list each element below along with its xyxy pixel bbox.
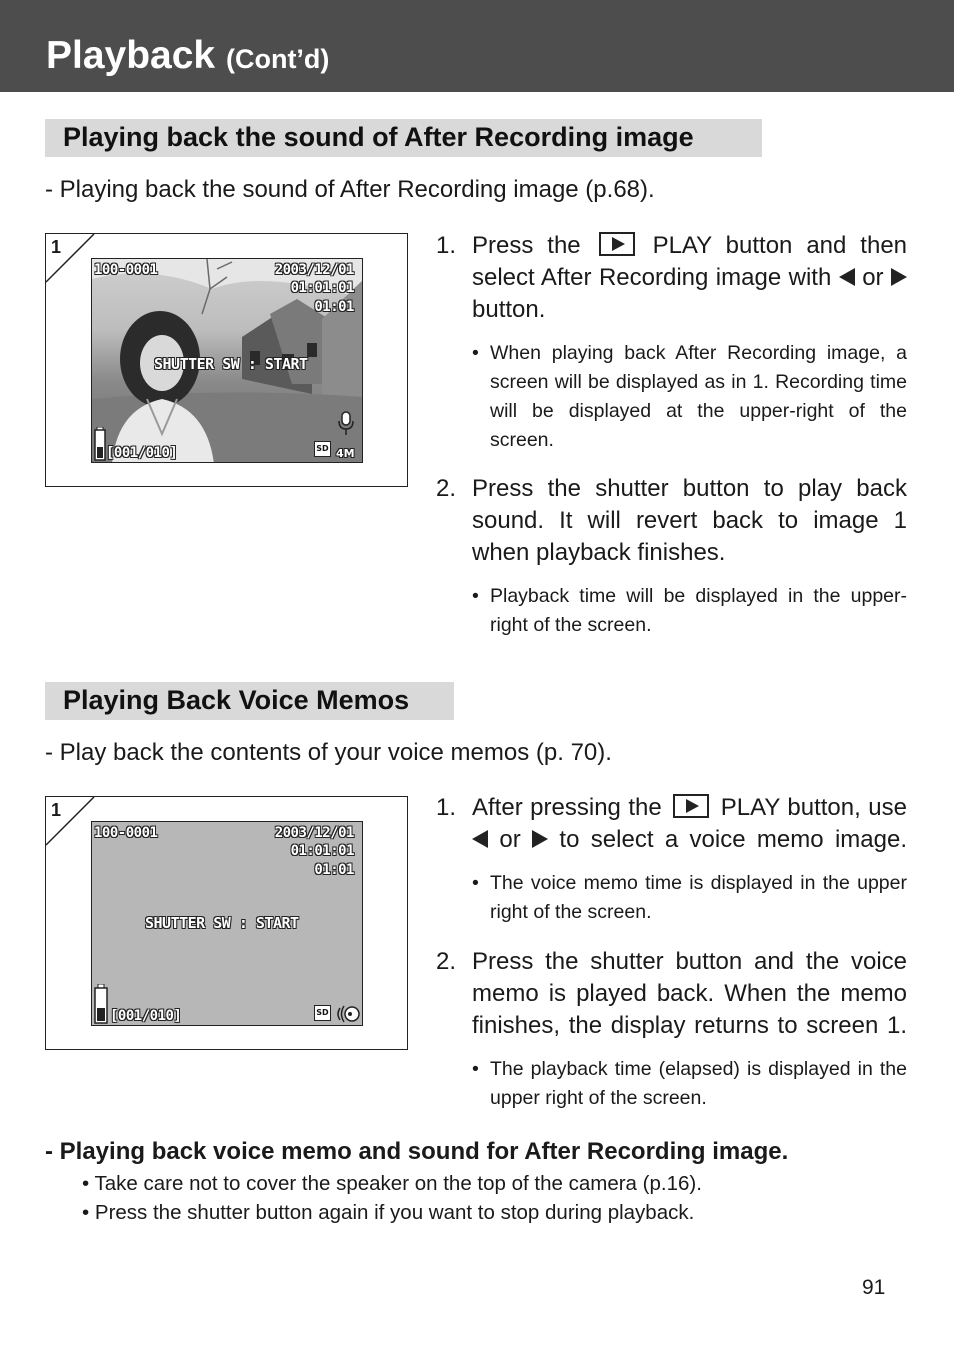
section-heading-text: Playing Back Voice Memos: [63, 685, 410, 715]
bullet-symbol: •: [82, 1201, 90, 1224]
bullet-text: Take care not to cover the speaker on the top of the camera (p.16).: [94, 1172, 702, 1195]
step-1-after-recording: [436, 230, 907, 326]
bullet-symbol: •: [82, 1172, 90, 1195]
page-title-main: Playback: [46, 34, 216, 77]
osd-shutter-prompt: SHUTTER SW : START: [154, 355, 308, 373]
screen-illustration-after-recording: [45, 233, 408, 487]
step-2-voice-memo: [436, 946, 907, 1042]
section-intro: - Playing back the sound of After Recording image (p.68).: [45, 176, 655, 203]
play-button-icon: [673, 794, 709, 818]
step-number: 1.: [436, 794, 457, 821]
osd-date: 2003/12/01: [274, 262, 354, 278]
lcd-screen: [91, 821, 363, 1026]
osd-date: 2003/12/01: [274, 825, 354, 841]
bottom-bullet-1: [82, 1170, 702, 1198]
osd-elapsed-time: 01:01: [314, 862, 354, 878]
step-number: 2.: [436, 948, 457, 975]
step-text-or: or: [499, 826, 521, 853]
osd-frame-counter: [001/010]: [110, 1008, 182, 1024]
section-heading-after-recording: [45, 119, 762, 157]
step-text-part-b: PLAY button, use: [720, 794, 907, 821]
battery-icon: [94, 984, 108, 1024]
osd-recording-time: 01:01:01: [290, 843, 354, 859]
bullet-symbol: •: [472, 342, 479, 364]
osd-file-number: 100-0001: [94, 825, 158, 841]
step-text-part-c: to select a voice memo image.: [559, 826, 907, 853]
note-after-recording-1: [472, 339, 907, 455]
note-text: Playback time will be displayed in the upper-right of the screen.: [490, 585, 907, 636]
battery-icon: [94, 427, 106, 461]
resolution-badge: 4M: [336, 447, 355, 460]
lcd-screen: [91, 258, 363, 463]
sd-card-badge: SD: [314, 1005, 331, 1021]
step-text-part-b: PLAY button and then select After Recording image with: [472, 232, 908, 291]
osd-file-number: 100-0001: [94, 262, 158, 278]
step-text: Press the shutter button to play back sound. It will revert back to image 1 when playback finishes.: [472, 475, 907, 566]
left-arrow-icon: [839, 268, 855, 286]
bullet-symbol: •: [472, 585, 479, 607]
step-text-part-a: After pressing the: [472, 794, 662, 821]
right-arrow-icon: [891, 268, 907, 286]
osd-frame-counter: [001/010]: [106, 445, 178, 461]
note-text: The voice memo time is displayed in the upper right of the screen.: [490, 872, 907, 923]
bullet-symbol: •: [472, 1058, 479, 1080]
microphone-icon: [336, 411, 356, 437]
section-heading-text: Playing back the sound of After Recording image: [63, 122, 694, 152]
page-header: [0, 0, 954, 92]
note-text: The playback time (elapsed) is displayed in the upper right of the screen.: [490, 1058, 907, 1109]
step-text-part-c: button.: [472, 296, 546, 323]
step-text-or: or: [862, 264, 884, 291]
section-intro: - Play back the contents of your voice memos (p. 70).: [45, 739, 612, 766]
bottom-heading: - Playing back voice memo and sound for After Recording image.: [45, 1138, 789, 1165]
section-heading-voice-memos: [45, 682, 454, 720]
bottom-bullet-2: [82, 1199, 694, 1227]
sd-card-badge: SD: [314, 441, 331, 457]
screen-label: 1: [51, 800, 62, 820]
step-text-part-a: Press the: [472, 232, 581, 259]
page-title-subtitle: (Cont’d): [225, 44, 330, 74]
osd-recording-time: 01:01:01: [290, 280, 354, 296]
bullet-text: Press the shutter button again if you want to stop during playback.: [94, 1201, 695, 1224]
screen-label: 1: [51, 237, 62, 257]
screen-illustration-voice-memo: [45, 796, 408, 1050]
note-text: When playing back After Recording image, a screen will be displayed as in 1. Recording time will be displayed at the upper-right of the screen.: [490, 342, 907, 451]
page-number: 91: [862, 1276, 886, 1299]
voice-memo-icon: [334, 1004, 362, 1024]
note-voice-memo-1: [472, 869, 907, 927]
osd-elapsed-time: 01:01: [314, 299, 354, 315]
step-text: Press the shutter button and the voice memo is played back. When the memo finishes, the display returns to screen 1.: [472, 948, 907, 1039]
osd-shutter-prompt: SHUTTER SW : START: [145, 914, 299, 932]
note-voice-memo-2: [472, 1055, 907, 1113]
play-button-icon: [599, 232, 635, 256]
step-text: [472, 230, 907, 326]
page-title: [46, 34, 329, 81]
note-after-recording-2: [472, 582, 907, 640]
bullet-symbol: •: [472, 872, 479, 894]
step-2-after-recording: [436, 473, 907, 569]
left-arrow-icon: [472, 830, 488, 848]
step-1-voice-memo: [436, 792, 907, 856]
right-arrow-icon: [532, 830, 548, 848]
step-number: 2.: [436, 475, 457, 502]
step-text: [472, 792, 907, 856]
step-number: 1.: [436, 232, 457, 259]
